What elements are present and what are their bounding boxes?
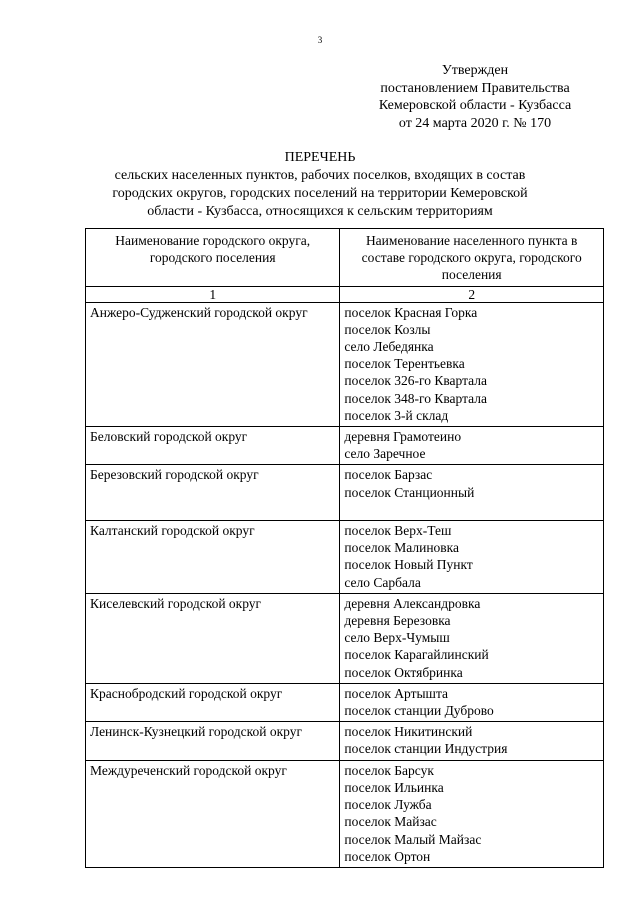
column-number: 2 <box>340 286 604 302</box>
settlements-cell <box>340 302 604 426</box>
heading-line: городских округов, городских поселений на территории Кемеровской <box>112 186 528 201</box>
approval-line: Кемеровской области - Кузбасса <box>378 98 572 113</box>
settlement-name: село Сарбала <box>344 574 421 590</box>
settlements-cell <box>340 760 604 867</box>
district-name: Беловский городской округ <box>86 427 340 465</box>
table-row <box>86 427 604 465</box>
approval-line: Утвержден <box>441 63 509 78</box>
settlement-name: поселок Артышта <box>344 685 448 701</box>
settlement-name: поселок Никитинский <box>344 724 473 740</box>
settlements-cell <box>340 683 604 721</box>
settlement-name: поселок 326-го Квартала <box>344 373 487 389</box>
settlement-name: поселок Верх-Теш <box>344 523 452 539</box>
table-header-row <box>86 229 604 287</box>
settlements-table <box>85 228 604 868</box>
column-header-settlement: Наименование населенного пункта в составе городского округа, городского поселения <box>340 229 604 287</box>
settlement-name: поселок Майзас <box>344 814 437 830</box>
settlement-name: поселок Новый Пункт <box>344 557 473 573</box>
settlement-name: поселок Малиновка <box>344 540 460 556</box>
document-title: ПЕРЕЧЕНЬ <box>284 150 356 165</box>
settlement-name: село Лебедянка <box>344 339 434 355</box>
table-row <box>86 593 604 683</box>
settlement-name: деревня Александровка <box>344 595 481 611</box>
table-row <box>86 302 604 426</box>
district-name: Анжеро-Судженский городской округ <box>86 302 340 426</box>
document-heading <box>95 149 545 221</box>
settlement-name: поселок Козлы <box>344 321 431 337</box>
settlement-name: поселок Октябринка <box>344 664 463 680</box>
settlement-name: поселок Барсук <box>344 762 434 778</box>
district-name: Калтанский городской округ <box>86 521 340 594</box>
settlement-name: поселок Карагайлинский <box>344 647 489 663</box>
column-number: 1 <box>86 286 340 302</box>
settlement-name: поселок 3-й склад <box>344 407 449 423</box>
table-row <box>86 521 604 594</box>
heading-line: сельских населенных пунктов, рабочих поселков, входящих в состав <box>114 168 526 183</box>
settlement-name: поселок 348-го Квартала <box>344 390 487 406</box>
approval-line: постановлением Правительства <box>380 80 570 96</box>
column-header-district: Наименование городского округа, городского поселения <box>86 229 340 287</box>
district-name: Краснобродский городской округ <box>86 683 340 721</box>
settlement-name: поселок Барзас <box>344 467 433 483</box>
table-row <box>86 722 604 760</box>
table-row <box>86 760 604 867</box>
approval-line: от 24 марта 2020 г. № 170 <box>398 115 552 131</box>
settlement-name: поселок Малый Майзас <box>344 831 482 847</box>
heading-line: области - Кузбасса, относящихся к сельским территориям <box>147 204 493 219</box>
page-number: 3 <box>317 35 323 45</box>
settlement-name: деревня Березовка <box>344 613 451 629</box>
settlement-name: поселок Ортон <box>344 848 431 864</box>
settlements-cell <box>340 593 604 683</box>
settlements-cell <box>340 427 604 465</box>
settlement-name: поселок Терентьевка <box>344 356 465 372</box>
settlement-name: поселок Красная Горка <box>344 304 478 320</box>
district-name: Ленинск-Кузнецкий городской округ <box>86 722 340 760</box>
settlements-cell <box>340 465 604 521</box>
settlements-cell <box>340 722 604 760</box>
column-number-row <box>86 286 604 302</box>
district-name: Междуреченский городской округ <box>86 760 340 867</box>
settlement-name: деревня Грамотеино <box>344 429 462 445</box>
district-name: Киселевский городской округ <box>86 593 340 683</box>
settlement-name: поселок Ильинка <box>344 779 444 795</box>
table-row <box>86 465 604 521</box>
settlement-name: село Верх-Чумыш <box>344 630 450 646</box>
table-row <box>86 683 604 721</box>
settlement-name: село Заречное <box>344 446 426 462</box>
settlement-name <box>344 501 599 518</box>
settlement-name: поселок Лужба <box>344 797 432 813</box>
settlement-name: поселок станции Индустрия <box>344 741 508 757</box>
approval-block <box>360 62 590 132</box>
settlement-name: поселок станции Дуброво <box>344 703 494 719</box>
settlement-name: поселок Станционный <box>344 484 475 500</box>
settlements-cell <box>340 521 604 594</box>
district-name: Березовский городской округ <box>86 465 340 521</box>
